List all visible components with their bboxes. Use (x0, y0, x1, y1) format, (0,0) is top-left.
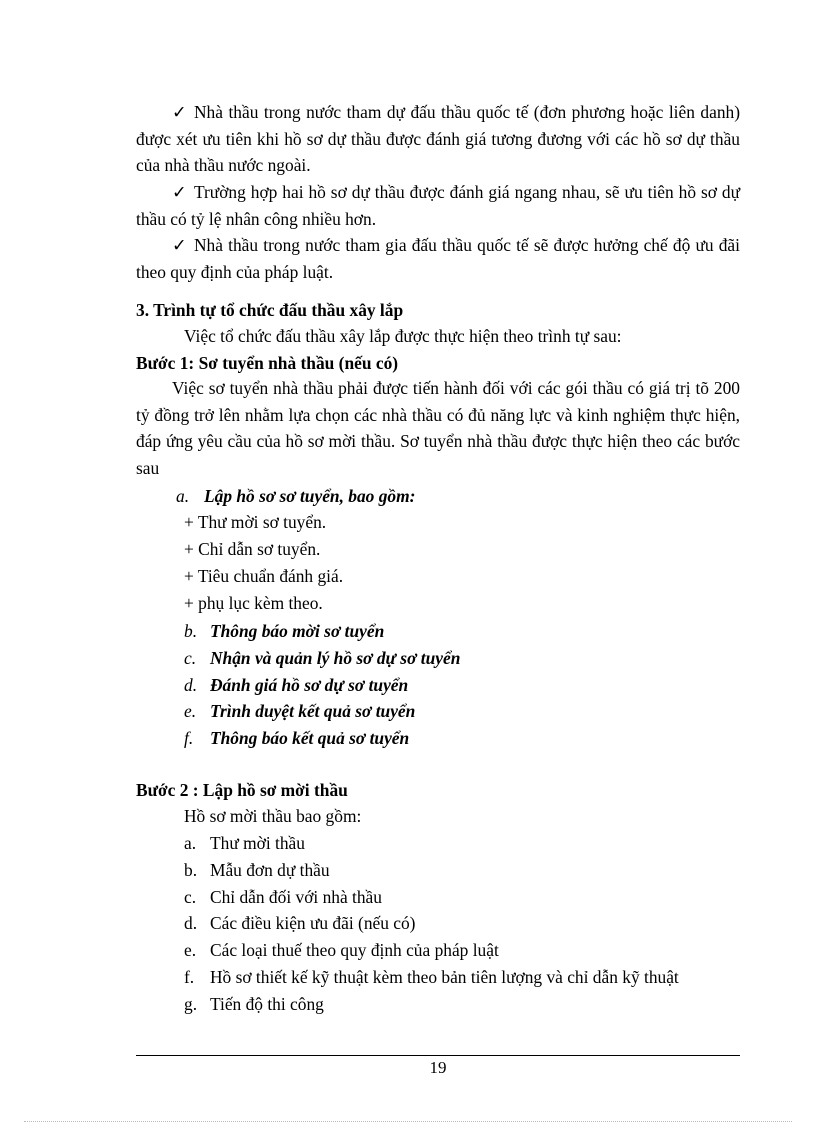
list-letter: b. (184, 621, 198, 641)
list-item (184, 939, 499, 961)
list-item (184, 727, 409, 749)
list-letter: d. (184, 675, 198, 695)
check-icon: ✓ (172, 235, 187, 255)
list-letter: a. (176, 486, 190, 506)
list-item (184, 966, 679, 988)
step-heading: Bước 1: Sơ tuyển nhà thầu (nếu có) (136, 353, 399, 373)
sub-item: + Tiêu chuẩn đánh giá. (184, 566, 344, 586)
section-heading: 3. Trình tự tổ chức đấu thầu xây lắp (136, 300, 404, 320)
step-paragraph: Việc sơ tuyển nhà thầu phải được tiến hành đối với các gói thầu có giá trị tõ 200 tỷ đồng trở lên nhằm lựa chọn các nhà thầu có đủ năng lực và kinh nghiệm thực hiện, đáp ứng yêu cầu của hồ sơ mời thầu. Sơ tuyển nhà thầu được thực hiện theo các bước sau (136, 378, 740, 478)
list-item (184, 674, 408, 696)
list-item (184, 912, 415, 934)
list-item-text: Thư mời thầu (210, 833, 305, 853)
list-letter: b. (184, 860, 198, 880)
list-letter: f. (184, 967, 195, 987)
list-item (184, 886, 382, 908)
sub-item: + Chỉ dẫn sơ tuyển. (184, 539, 321, 559)
list-letter: d. (184, 913, 198, 933)
list-item-text: Thông báo mời sơ tuyển (210, 621, 385, 641)
list-item (176, 485, 415, 507)
list-item (184, 700, 415, 722)
list-item (184, 993, 324, 1015)
page-number: 19 (429, 1058, 447, 1077)
paragraph-text: Trường hợp hai hồ sơ dự thầu được đánh giá ngang nhau, sẽ ưu tiên hồ sơ dự thầu có tỷ lệ nhân công nhiều hơn. (136, 182, 740, 229)
sub-item: + phụ lục kèm theo. (184, 593, 323, 613)
list-item (184, 620, 384, 642)
list-item (184, 859, 330, 881)
list-item-text: Lập hồ sơ sơ tuyển, bao gồm: (204, 486, 416, 506)
list-item (184, 647, 460, 669)
list-item (184, 832, 305, 854)
list-item-text: Đánh giá hồ sơ dự sơ tuyển (210, 675, 409, 695)
list-item-text: Hồ sơ thiết kế kỹ thuật kèm theo bản tiên lượng và chỉ dẫn kỹ thuật (210, 967, 679, 987)
check-paragraph (136, 179, 740, 232)
list-letter: e. (184, 940, 197, 960)
list-letter: g. (184, 994, 198, 1014)
list-item-text: Nhận và quản lý hồ sơ dự sơ tuyển (210, 648, 461, 668)
paragraph-text: Nhà thầu trong nước tham dự đấu thầu quốc tế (đơn phương hoặc liên danh) được xét ưu tiên khi hồ sơ dự thầu được đánh giá tương đương với các hồ sơ dự thầu của nhà thầu nước ngoài. (136, 102, 740, 175)
list-item-text: Mẫu đơn dự thầu (210, 860, 330, 880)
list-item-text: Chỉ dẫn đối với nhà thầu (210, 887, 382, 907)
check-paragraph (136, 99, 740, 179)
step-heading: Bước 2 : Lập hồ sơ mời thầu (136, 780, 348, 800)
paragraph-text: Nhà thầu trong nước tham gia đấu thầu quốc tế sẽ được hưởng chế độ ưu đãi theo quy định của pháp luật. (136, 235, 740, 282)
list-letter: c. (184, 648, 197, 668)
list-item-text: Các điều kiện ưu đãi (nếu có) (210, 913, 416, 933)
list-item-text: Tiến độ thi công (210, 994, 324, 1014)
step-intro: Hồ sơ mời thầu bao gồm: (184, 806, 362, 826)
footer-rule (136, 1055, 740, 1056)
list-item-text: Thông báo kết quả sơ tuyển (210, 728, 410, 748)
check-icon: ✓ (172, 102, 187, 122)
list-letter: e. (184, 701, 197, 721)
list-letter: c. (184, 887, 197, 907)
list-item-text: Các loại thuế theo quy định của pháp luật (210, 940, 499, 960)
list-letter: f. (184, 728, 194, 748)
page-bottom-border (24, 1121, 792, 1122)
list-letter: a. (184, 833, 197, 853)
section-intro: Việc tổ chức đấu thầu xây lắp được thực hiện theo trình tự sau: (184, 326, 622, 346)
check-paragraph (136, 232, 740, 285)
list-item-text: Trình duyệt kết quả sơ tuyển (210, 701, 416, 721)
check-icon: ✓ (172, 182, 187, 202)
sub-item: + Thư mời sơ tuyển. (184, 512, 327, 532)
